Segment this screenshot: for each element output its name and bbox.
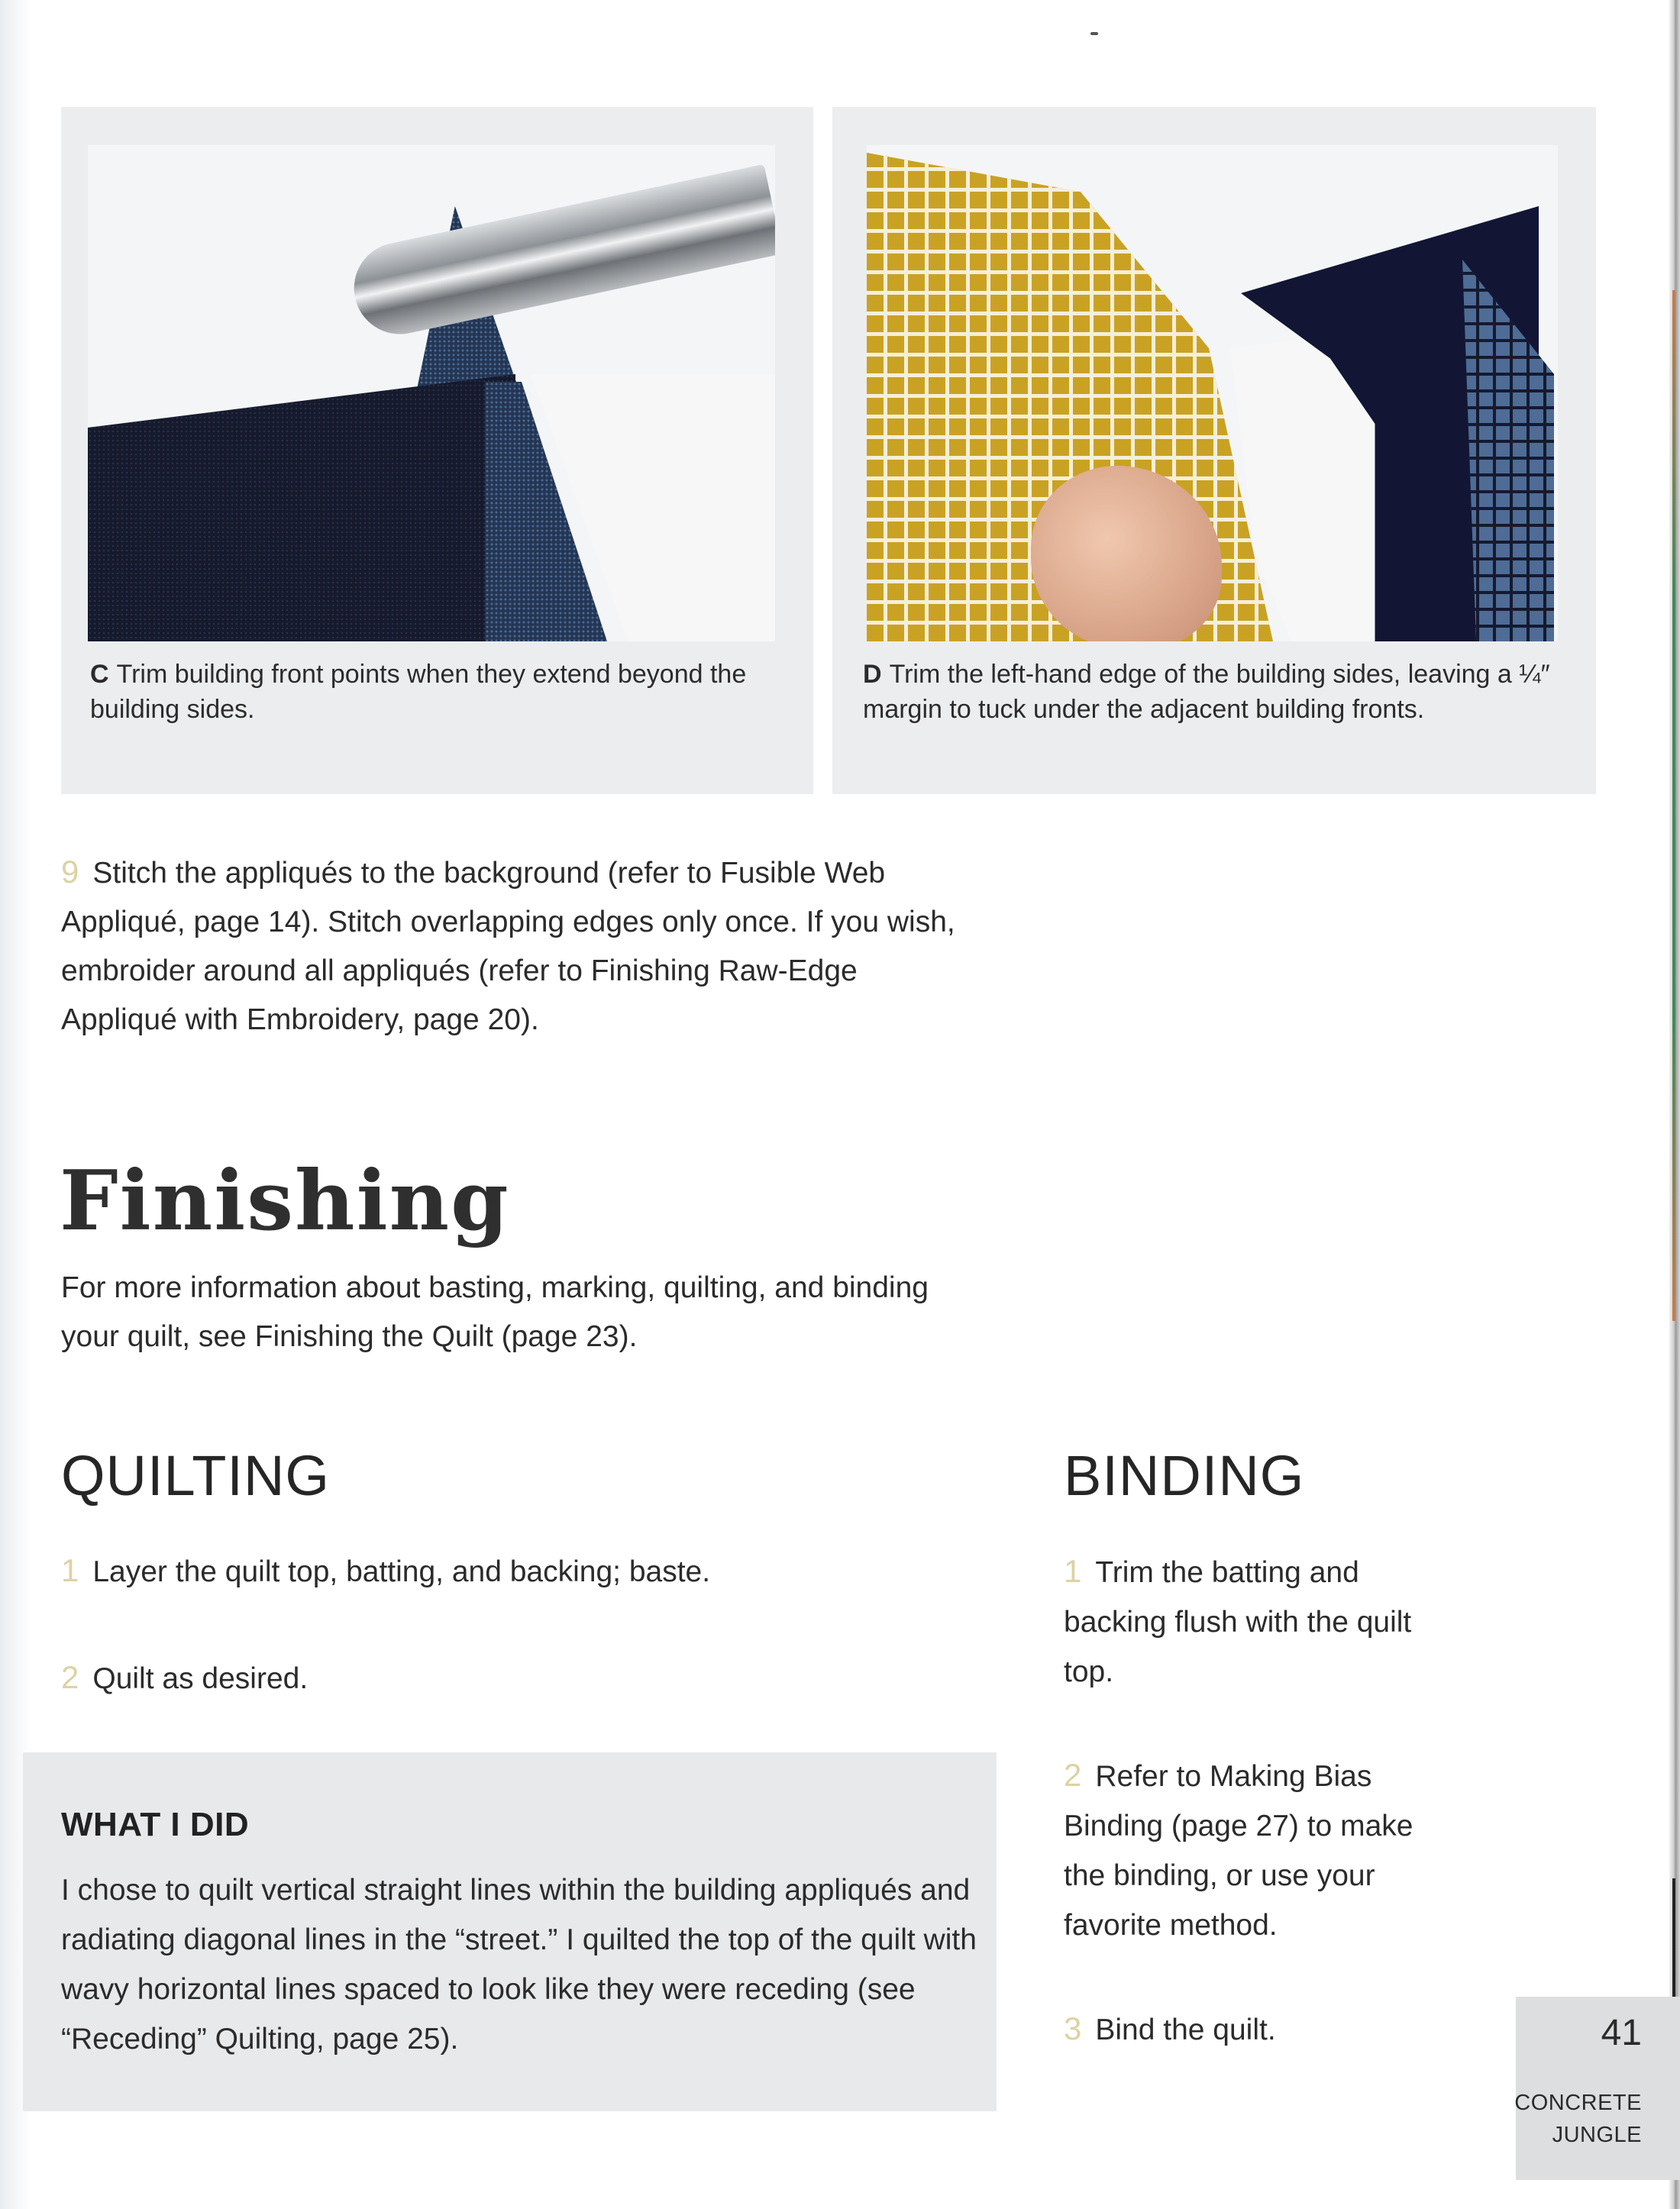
page-number-tab — [1516, 1997, 1680, 2180]
heading-binding: BINDING — [1064, 1444, 1305, 1507]
scissors-blade-icon — [346, 164, 775, 343]
step-number: 1 — [1064, 1553, 1082, 1589]
step-number: 9 — [61, 854, 79, 890]
photo-d-trimming-edge — [867, 145, 1558, 641]
step-9 — [61, 848, 962, 1045]
callout-body: I chose to quilt vertical straight lines within the building appliqués and radiating diagonal lines in the “street.” I quilted the top of the quilt with wavy horizontal lines spaced to look like they were receding (see “Receding” Quilting, page 25). — [61, 1874, 977, 2056]
chapter-label — [1514, 2087, 1642, 2151]
quilting-step-1 — [61, 1546, 710, 1597]
fabric-blue-pattern — [1462, 260, 1554, 641]
fabric-dark-building — [88, 374, 515, 641]
what-i-did-callout — [23, 1752, 997, 2111]
callout-title: WHAT I DID — [61, 1806, 250, 1843]
edge-color-strip — [1672, 290, 1675, 1321]
photo-panel-d — [832, 107, 1596, 794]
binding-steps — [1064, 1546, 1461, 2108]
binding-step-1 — [1064, 1546, 1461, 1697]
binding-step-2 — [1064, 1750, 1461, 1950]
caption-text: Trim the left-hand edge of the building sides, leaving a ¼″ margin to tuck under the adjacent building fronts. — [863, 660, 1550, 724]
page-number: 41 — [1601, 2013, 1642, 2053]
step-text: Refer to Making Bias Binding (page 27) to make the binding, or use your favorite method. — [1064, 1760, 1413, 1942]
photo-c-scissors-trimming — [88, 145, 775, 641]
chapter-line-2: JUNGLE — [1552, 2123, 1642, 2147]
quilting-step-2 — [61, 1653, 308, 1704]
chapter-line-1: CONCRETE — [1514, 2091, 1642, 2115]
step-number: 1 — [61, 1552, 79, 1588]
step-text: Quilt as desired. — [92, 1662, 309, 1695]
caption-letter: C — [90, 660, 109, 689]
photo-d-caption — [863, 657, 1550, 727]
step-number: 2 — [61, 1659, 79, 1695]
section-title-finishing: Finishing — [60, 1153, 510, 1249]
finishing-intro: For more information about basting, marking, quilting, and binding your quilt, see Finishing the Quilt (page 23). — [61, 1271, 929, 1353]
caption-letter: D — [863, 660, 882, 689]
photo-c-caption — [90, 657, 777, 727]
scan-dust-mark — [1090, 32, 1098, 35]
step-number: 2 — [1064, 1757, 1082, 1793]
step-text: Bind the quilt. — [1095, 2014, 1276, 2046]
step-text: Trim the batting and backing flush with the quilt top. — [1064, 1556, 1412, 1688]
photo-panel-c — [61, 107, 813, 794]
step-text: Stitch the appliqués to the background (refer to Fusible Web Appliqué, page 14). Stitch overlapping edges only once. If you wish, embroider around all appliqués (refer to Finishing Raw-Edge Appliqué with Embroidery, page 20). — [61, 857, 955, 1036]
step-text: Layer the quilt top, batting, and backing; baste. — [92, 1555, 711, 1588]
step-number: 3 — [1064, 2010, 1082, 2046]
book-page-edge — [1669, 0, 1680, 2209]
caption-text: Trim building front points when they extend beyond the building sides. — [90, 660, 747, 724]
binding-step-3 — [1064, 2004, 1461, 2055]
heading-quilting: QUILTING — [61, 1444, 330, 1507]
